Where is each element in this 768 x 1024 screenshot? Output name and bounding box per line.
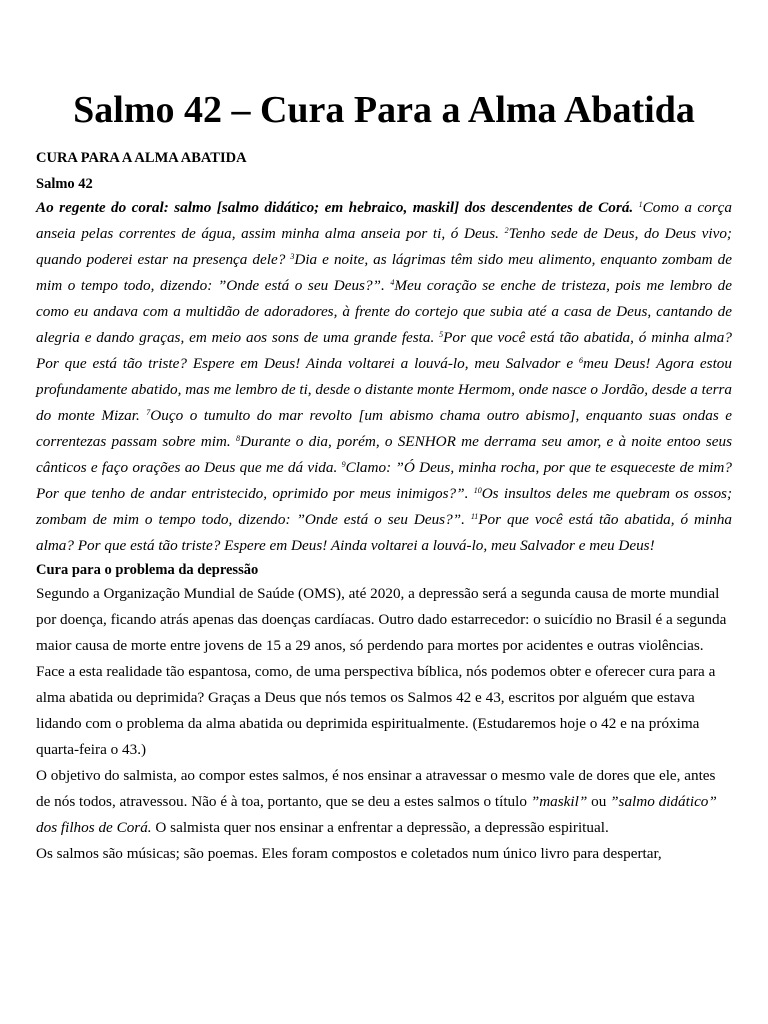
verse-number: 8 bbox=[235, 434, 240, 443]
salmo-didatico-term: ”salmo didático” dos filhos de Corá. bbox=[36, 793, 717, 836]
maskil-term: ”maskil” bbox=[530, 793, 588, 810]
section-heading: Cura para o problema da depressão bbox=[36, 562, 259, 578]
verse-number: 3 bbox=[290, 252, 295, 261]
verse-text: Meu coração se enche de tristeza, pois me lembro de como eu andava com a multidão de adoradores, à frente do cortejo que subia até a casa de Deus, cantando de alegria e dando graças, em meio aos sons de uma grande festa. bbox=[36, 277, 732, 346]
verse-text: meu Deus! Agora estou profundamente abatido, mas me lembro de ti, desde o distante monte Hermom, onde nasce o Jordão, desde a terra do monte Mizar. bbox=[36, 355, 732, 424]
verse-number: 11 bbox=[470, 512, 479, 521]
paragraph bbox=[36, 763, 732, 841]
paragraph-text: O objetivo do salmista, ao compor estes salmos, é nos ensinar a atravessar o mesmo vale de dores que ele, antes de nós todos, atravessou. Não é à toa, portanto, que se deu a estes salmos o título bbox=[36, 767, 716, 810]
verse-text: Dia e noite, as lágrimas têm sido meu alimento, enquanto zombam de mim o tempo todo, dizendo: ”Onde está o seu Deus?”. bbox=[36, 251, 732, 294]
verse-text: Os insultos deles me quebram os ossos; zombam de mim o tempo todo, dizendo: ”Onde está o seu Deus?”. bbox=[36, 485, 733, 528]
verse-number: 10 bbox=[473, 486, 482, 495]
verse-text: Clamo: ”Ó Deus, minha rocha, por que te esqueceste de mim? Por que tenho de andar entristecido, oprimido por meus inimigos?”. bbox=[36, 459, 732, 502]
verse-number: 4 bbox=[390, 278, 395, 287]
paragraph: Os salmos são músicas; são poemas. Eles foram compostos e coletados num único livro para despertar, bbox=[36, 845, 662, 862]
psalm-text bbox=[36, 195, 732, 559]
verse-number: 2 bbox=[504, 226, 509, 235]
verse-number: 9 bbox=[341, 460, 346, 469]
paragraph-text: ou bbox=[591, 793, 607, 810]
psalm-lead: Ao regente do coral: salmo [salmo didático; em hebraico, maskil] dos descendentes de Corá. bbox=[36, 199, 634, 216]
document-subtitle: CURA PARA A ALMA ABATIDA bbox=[36, 150, 247, 166]
verse-text: Ouço o tumulto do mar revolto [um abismo chama outro abismo], enquanto suas ondas e correntezas passam sobre mim. bbox=[36, 407, 733, 450]
paragraph: Face a esta realidade tão espantosa, como, de uma perspectiva bíblica, nós podemos obter e oferecer cura para a alma abatida ou deprimida? Graças a Deus que nós temos os Salmos 42 e 43, escritos por alguém que estava lidando com o problema da alma abatida ou deprimida espiritualmente. (Estudaremos hoje o 42 e na próxima quarta-feira o 43.) bbox=[36, 663, 716, 758]
verse-text: Por que você está tão abatida, ó minha alma? Por que está tão triste? Espere em Deus! Ainda voltarei a louvá-lo, meu Salvador e meu Deus! bbox=[36, 511, 733, 554]
verse-number: 7 bbox=[146, 408, 151, 417]
verse-text: Durante o dia, porém, o SENHOR me derrama seu amor, e à noite entoo seus cânticos e faço orações ao Deus que me dá vida. bbox=[36, 433, 733, 476]
paragraph-text: O salmista quer nos ensinar a enfrentar a depressão, a depressão espiritual. bbox=[155, 819, 609, 836]
verse-text: Tenho sede de Deus, do Deus vivo; quando poderei estar na presença dele? bbox=[36, 225, 732, 268]
page-title: Salmo 42 – Cura Para a Alma Abatida bbox=[73, 89, 695, 131]
verse-text: Como a corça anseia pelas correntes de água, assim minha alma anseia por ti, ó Deus. bbox=[36, 199, 733, 242]
psalm-label: Salmo 42 bbox=[36, 176, 93, 192]
paragraph: Segundo a Organização Mundial de Saúde (OMS), até 2020, a depressão será a segunda causa de morte mundial por doença, ficando atrás apenas das doenças cardíacas. Outro dado estarrecedor: o suicídio no Brasil é a segunda maior causa de morte entre jovens de 15 a 29 anos, só perdendo para mortes por acidentes e outras violências. bbox=[36, 585, 727, 654]
verse-number: 1 bbox=[638, 200, 643, 209]
verse-text: Por que você está tão abatida, ó minha alma? Por que está tão triste? Espere em Deus! Ainda voltarei a louvá-lo, meu Salvador e bbox=[36, 329, 732, 372]
verse-number: 6 bbox=[578, 356, 583, 365]
verse-number: 5 bbox=[439, 330, 444, 339]
